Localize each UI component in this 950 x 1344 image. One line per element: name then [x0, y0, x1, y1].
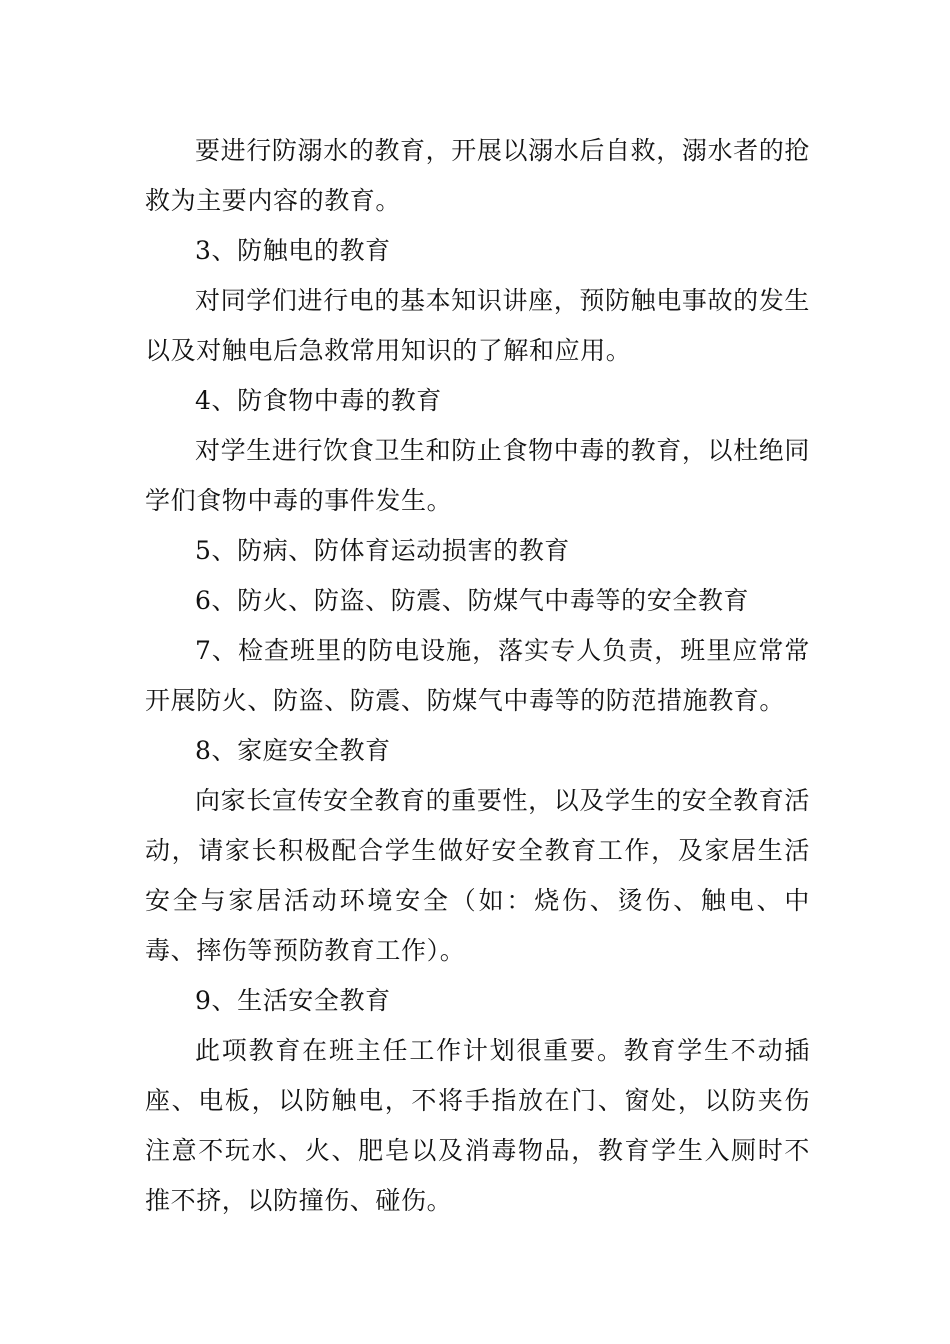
document-body	[145, 126, 810, 1226]
paragraph-drowning-prevention: 要进行防溺水的教育，开展以溺水后自救，溺水者的抢救为主要内容的教育。	[145, 136, 810, 215]
heading-fire-theft-quake-gas: 6、防火、防盗、防震、防煤气中毒等的安全教育	[195, 586, 750, 615]
heading-electric-shock: 3、防触电的教育	[195, 236, 391, 265]
paragraph-food-poisoning: 对学生进行饮食卫生和防止食物中毒的教育，以杜绝同学们食物中毒的事件发生。	[145, 436, 810, 515]
heading-food-poisoning: 4、防食物中毒的教育	[195, 386, 442, 415]
paragraph-life-safety: 此项教育在班主任工作计划很重要。教育学生不动插座、电板，以防触电，不将手指放在门、窗处，以防夹伤注意不玩水、火、肥皂以及消毒物品，教育学生入厕时不推不挤，以防撞伤、碰伤。	[145, 1036, 810, 1215]
heading-life-safety: 9、生活安全教育	[195, 986, 391, 1015]
heading-disease-sports-injury: 5、防病、防体育运动损害的教育	[195, 536, 570, 565]
paragraph-family-safety: 向家长宣传安全教育的重要性，以及学生的安全教育活动，请家长积极配合学生做好安全教育工作，及家居生活安全与家居活动环境安全（如：烧伤、烫伤、触电、中毒、摔伤等预防教育工作）。	[145, 786, 810, 965]
paragraph-class-electric-facilities: 7、检查班里的防电设施，落实专人负责，班里应常常开展防火、防盗、防震、防煤气中毒等的防范措施教育。	[145, 636, 810, 715]
paragraph-electric-shock: 对同学们进行电的基本知识讲座，预防触电事故的发生以及对触电后急救常用知识的了解和应用。	[145, 286, 810, 365]
heading-family-safety: 8、家庭安全教育	[195, 736, 391, 765]
